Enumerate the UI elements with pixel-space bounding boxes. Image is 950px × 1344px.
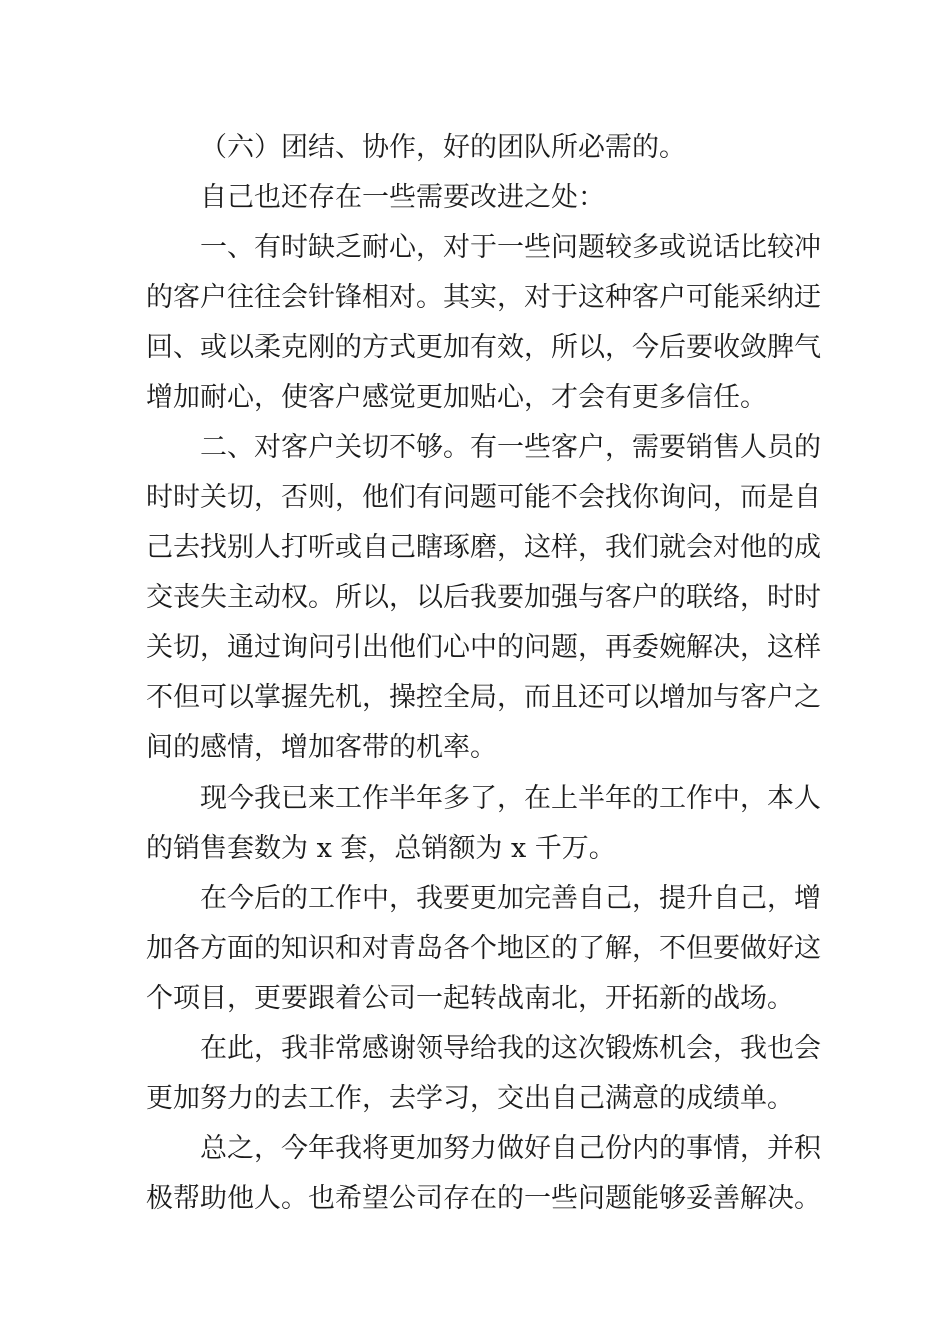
paragraph-line: 总之，今年我将更加努力做好自己份内的事情，并积: [200, 1133, 821, 1164]
paragraph-line: 增加耐心，使客户感觉更加贴心，才会有更多信任。: [146, 382, 767, 413]
paragraph-line: 的销售套数为 x 套，总销额为 x 千万。: [146, 833, 616, 864]
paragraph-line: （六）团结、协作，好的团队所必需的。: [200, 132, 686, 163]
paragraph-line: 的客户往往会针锋相对。其实，对于这种客户可能采纳迂: [146, 282, 821, 313]
paragraph-line: 加各方面的知识和对青岛各个地区的了解，不但要做好这: [146, 933, 821, 964]
paragraph-line: 己去找别人打听或自己瞎琢磨，这样，我们就会对他的成: [146, 532, 821, 563]
paragraph-line: 极帮助他人。也希望公司存在的一些问题能够妥善解决。: [146, 1183, 821, 1214]
paragraph-line: 现今我已来工作半年多了，在上半年的工作中，本人: [200, 783, 821, 814]
paragraph-line: 一、有时缺乏耐心，对于一些问题较多或说话比较冲: [200, 232, 821, 263]
paragraph-line: 在今后的工作中，我要更加完善自己，提升自己，增: [200, 883, 821, 914]
paragraph-line: 自己也还存在一些需要改进之处：: [200, 182, 605, 213]
paragraph-line: 在此，我非常感谢领导给我的这次锻炼机会，我也会: [200, 1033, 821, 1064]
paragraph-line: 二、对客户关切不够。有一些客户，需要销售人员的: [200, 432, 821, 463]
paragraph-line: 交丧失主动权。所以，以后我要加强与客户的联络，时时: [146, 582, 821, 613]
paragraph-line: 关切，通过询问引出他们心中的问题，再委婉解决，这样: [146, 632, 821, 663]
paragraph-line: 回、或以柔克刚的方式更加有效，所以，今后要收敛脾气: [146, 332, 821, 363]
paragraph-line: 时时关切，否则，他们有问题可能不会找你询问，而是自: [146, 482, 821, 513]
paragraph-line: 更加努力的去工作，去学习，交出自己满意的成绩单。: [146, 1083, 794, 1114]
paragraph-line: 个项目，更要跟着公司一起转战南北，开拓新的战场。: [146, 983, 794, 1014]
paragraph-line: 间的感情，增加客带的机率。: [146, 732, 497, 763]
paragraph-line: 不但可以掌握先机，操控全局，而且还可以增加与客户之: [146, 682, 821, 713]
